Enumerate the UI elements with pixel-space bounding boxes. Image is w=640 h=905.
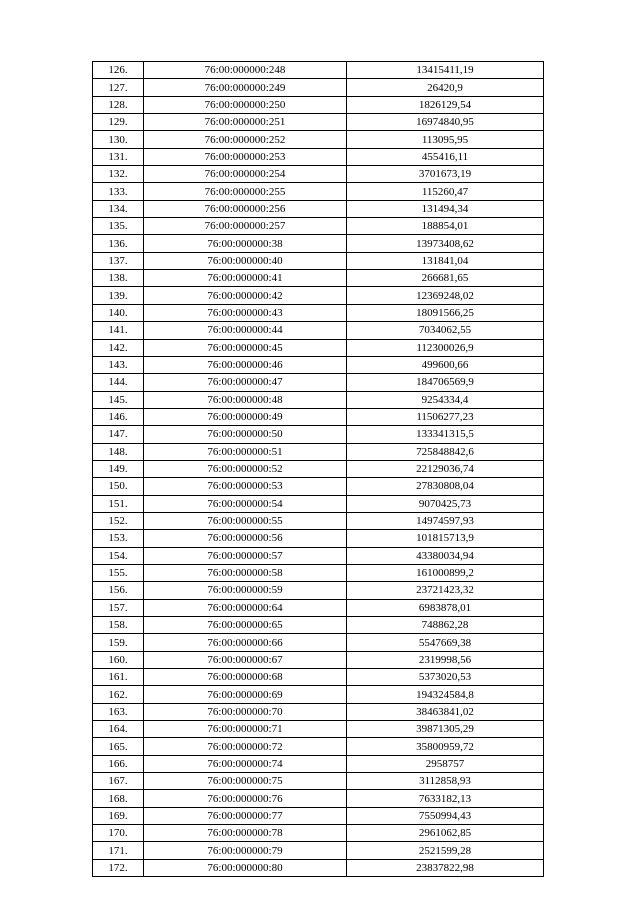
row-number-cell: 150. [93, 478, 144, 495]
table-row [93, 166, 544, 183]
cadastral-number-cell: 76:00:000000:66 [144, 634, 347, 651]
table-row [93, 391, 544, 408]
value-cell: 26420,9 [347, 79, 544, 96]
table-row [93, 443, 544, 460]
table-row [93, 270, 544, 287]
row-number-cell: 145. [93, 391, 144, 408]
value-cell: 3701673,19 [347, 166, 544, 183]
cadastral-number-cell: 76:00:000000:41 [144, 270, 347, 287]
row-number-cell: 158. [93, 617, 144, 634]
table-row [93, 478, 544, 495]
value-cell: 1826129,54 [347, 96, 544, 113]
row-number-cell: 169. [93, 807, 144, 824]
cadastral-number-cell: 76:00:000000:53 [144, 478, 347, 495]
row-number-cell: 172. [93, 859, 144, 876]
value-cell: 188854,01 [347, 218, 544, 235]
value-cell: 7633182,13 [347, 790, 544, 807]
value-cell: 112300026,9 [347, 339, 544, 356]
value-cell: 161000899,2 [347, 564, 544, 581]
cadastral-number-cell: 76:00:000000:70 [144, 703, 347, 720]
row-number-cell: 152. [93, 512, 144, 529]
value-cell: 266681,65 [347, 270, 544, 287]
cadastral-number-cell: 76:00:000000:254 [144, 166, 347, 183]
cadastral-number-cell: 76:00:000000:75 [144, 773, 347, 790]
cadastral-number-cell: 76:00:000000:253 [144, 148, 347, 165]
table-row [93, 842, 544, 859]
row-number-cell: 163. [93, 703, 144, 720]
row-number-cell: 132. [93, 166, 144, 183]
value-cell: 12369248,02 [347, 287, 544, 304]
table-row [93, 183, 544, 200]
cadastral-number-cell: 76:00:000000:59 [144, 582, 347, 599]
row-number-cell: 171. [93, 842, 144, 859]
value-cell: 22129036,74 [347, 460, 544, 477]
row-number-cell: 170. [93, 825, 144, 842]
table-body [93, 62, 544, 877]
table-row [93, 218, 544, 235]
row-number-cell: 147. [93, 426, 144, 443]
value-cell: 499600,66 [347, 356, 544, 373]
table-row [93, 617, 544, 634]
row-number-cell: 166. [93, 755, 144, 772]
cadastral-number-cell: 76:00:000000:45 [144, 339, 347, 356]
row-number-cell: 137. [93, 252, 144, 269]
table-row [93, 564, 544, 581]
cadastral-number-cell: 76:00:000000:55 [144, 512, 347, 529]
row-number-cell: 153. [93, 530, 144, 547]
table-row [93, 96, 544, 113]
cadastral-number-cell: 76:00:000000:44 [144, 322, 347, 339]
table-row [93, 200, 544, 217]
cadastral-number-cell: 76:00:000000:77 [144, 807, 347, 824]
row-number-cell: 154. [93, 547, 144, 564]
table-row [93, 651, 544, 668]
cadastral-number-cell: 76:00:000000:74 [144, 755, 347, 772]
cadastral-number-cell: 76:00:000000:40 [144, 252, 347, 269]
value-cell: 13973408,62 [347, 235, 544, 252]
value-cell: 725848842,6 [347, 443, 544, 460]
cadastral-number-cell: 76:00:000000:72 [144, 738, 347, 755]
value-cell: 11506277,23 [347, 408, 544, 425]
cadastral-number-cell: 76:00:000000:50 [144, 426, 347, 443]
cadastral-number-cell: 76:00:000000:255 [144, 183, 347, 200]
row-number-cell: 156. [93, 582, 144, 599]
table-row [93, 634, 544, 651]
table-row [93, 547, 544, 564]
cadastral-number-cell: 76:00:000000:79 [144, 842, 347, 859]
table-row [93, 62, 544, 79]
cadastral-number-cell: 76:00:000000:257 [144, 218, 347, 235]
cadastral-number-cell: 76:00:000000:251 [144, 114, 347, 131]
value-cell: 2958757 [347, 755, 544, 772]
value-cell: 131494,34 [347, 200, 544, 217]
table-row [93, 131, 544, 148]
value-cell: 23721423,32 [347, 582, 544, 599]
value-cell: 455416,11 [347, 148, 544, 165]
table-row [93, 669, 544, 686]
row-number-cell: 143. [93, 356, 144, 373]
cadastral-number-cell: 76:00:000000:249 [144, 79, 347, 96]
row-number-cell: 127. [93, 79, 144, 96]
value-cell: 2521599,28 [347, 842, 544, 859]
table-row [93, 408, 544, 425]
table-row [93, 703, 544, 720]
table-row [93, 859, 544, 876]
table-row [93, 235, 544, 252]
cadastral-number-cell: 76:00:000000:38 [144, 235, 347, 252]
table-row [93, 460, 544, 477]
row-number-cell: 142. [93, 339, 144, 356]
row-number-cell: 157. [93, 599, 144, 616]
table-row [93, 530, 544, 547]
cadastral-number-cell: 76:00:000000:80 [144, 859, 347, 876]
table-row [93, 322, 544, 339]
row-number-cell: 131. [93, 148, 144, 165]
cadastral-number-cell: 76:00:000000:58 [144, 564, 347, 581]
row-number-cell: 129. [93, 114, 144, 131]
cadastral-number-cell: 76:00:000000:78 [144, 825, 347, 842]
table-row [93, 755, 544, 772]
value-cell: 131841,04 [347, 252, 544, 269]
cadastral-number-cell: 76:00:000000:69 [144, 686, 347, 703]
table-row [93, 495, 544, 512]
value-cell: 2319998,56 [347, 651, 544, 668]
cadastral-number-cell: 76:00:000000:71 [144, 721, 347, 738]
value-cell: 6983878,01 [347, 599, 544, 616]
cadastral-number-cell: 76:00:000000:57 [144, 547, 347, 564]
value-cell: 7034062,55 [347, 322, 544, 339]
cadastral-number-cell: 76:00:000000:47 [144, 374, 347, 391]
table-row [93, 512, 544, 529]
cadastral-number-cell: 76:00:000000:46 [144, 356, 347, 373]
cadastral-number-cell: 76:00:000000:252 [144, 131, 347, 148]
value-cell: 38463841,02 [347, 703, 544, 720]
table-row [93, 374, 544, 391]
row-number-cell: 141. [93, 322, 144, 339]
table-row [93, 304, 544, 321]
value-cell: 9254334,4 [347, 391, 544, 408]
table-row [93, 825, 544, 842]
value-cell: 115260,47 [347, 183, 544, 200]
row-number-cell: 126. [93, 62, 144, 79]
row-number-cell: 167. [93, 773, 144, 790]
row-number-cell: 146. [93, 408, 144, 425]
table-row [93, 426, 544, 443]
row-number-cell: 138. [93, 270, 144, 287]
row-number-cell: 151. [93, 495, 144, 512]
cadastral-number-cell: 76:00:000000:54 [144, 495, 347, 512]
row-number-cell: 149. [93, 460, 144, 477]
table-row [93, 686, 544, 703]
value-cell: 9070425,73 [347, 495, 544, 512]
row-number-cell: 139. [93, 287, 144, 304]
value-cell: 3112858,93 [347, 773, 544, 790]
table-row [93, 790, 544, 807]
value-cell: 2961062,85 [347, 825, 544, 842]
value-cell: 5547669,38 [347, 634, 544, 651]
table-row [93, 356, 544, 373]
row-number-cell: 155. [93, 564, 144, 581]
cadastral-number-cell: 76:00:000000:51 [144, 443, 347, 460]
value-cell: 113095,95 [347, 131, 544, 148]
table-row [93, 114, 544, 131]
row-number-cell: 134. [93, 200, 144, 217]
value-cell: 194324584,8 [347, 686, 544, 703]
table-row [93, 287, 544, 304]
value-cell: 13415411,19 [347, 62, 544, 79]
row-number-cell: 160. [93, 651, 144, 668]
row-number-cell: 159. [93, 634, 144, 651]
cadastral-number-cell: 76:00:000000:248 [144, 62, 347, 79]
row-number-cell: 162. [93, 686, 144, 703]
value-cell: 43380034,94 [347, 547, 544, 564]
cadastral-number-cell: 76:00:000000:42 [144, 287, 347, 304]
value-cell: 7550994,43 [347, 807, 544, 824]
table-row [93, 148, 544, 165]
value-cell: 39871305,29 [347, 721, 544, 738]
table-row [93, 599, 544, 616]
table-row [93, 339, 544, 356]
cadastral-number-cell: 76:00:000000:76 [144, 790, 347, 807]
value-cell: 133341315,5 [347, 426, 544, 443]
value-cell: 16974840,95 [347, 114, 544, 131]
cadastral-number-cell: 76:00:000000:64 [144, 599, 347, 616]
row-number-cell: 136. [93, 235, 144, 252]
row-number-cell: 164. [93, 721, 144, 738]
row-number-cell: 133. [93, 183, 144, 200]
value-cell: 35800959,72 [347, 738, 544, 755]
cadastral-number-cell: 76:00:000000:49 [144, 408, 347, 425]
value-cell: 14974597,93 [347, 512, 544, 529]
row-number-cell: 168. [93, 790, 144, 807]
row-number-cell: 130. [93, 131, 144, 148]
row-number-cell: 128. [93, 96, 144, 113]
cadastral-number-cell: 76:00:000000:43 [144, 304, 347, 321]
row-number-cell: 135. [93, 218, 144, 235]
table-row [93, 79, 544, 96]
cadastral-number-cell: 76:00:000000:48 [144, 391, 347, 408]
value-cell: 18091566,25 [347, 304, 544, 321]
table-row [93, 738, 544, 755]
table-row [93, 807, 544, 824]
value-cell: 27830808,04 [347, 478, 544, 495]
value-cell: 23837822,98 [347, 859, 544, 876]
cadastral-number-cell: 76:00:000000:65 [144, 617, 347, 634]
cadastral-number-cell: 76:00:000000:256 [144, 200, 347, 217]
table-row [93, 773, 544, 790]
row-number-cell: 148. [93, 443, 144, 460]
cadastral-number-cell: 76:00:000000:250 [144, 96, 347, 113]
value-cell: 101815713,9 [347, 530, 544, 547]
table-row [93, 721, 544, 738]
row-number-cell: 144. [93, 374, 144, 391]
table-row [93, 252, 544, 269]
row-number-cell: 140. [93, 304, 144, 321]
table-row [93, 582, 544, 599]
value-cell: 5373020,53 [347, 669, 544, 686]
row-number-cell: 165. [93, 738, 144, 755]
cadastral-number-cell: 76:00:000000:52 [144, 460, 347, 477]
cadastral-number-cell: 76:00:000000:68 [144, 669, 347, 686]
cadastral-number-cell: 76:00:000000:56 [144, 530, 347, 547]
value-cell: 184706569,9 [347, 374, 544, 391]
cadastral-number-cell: 76:00:000000:67 [144, 651, 347, 668]
data-table [92, 61, 544, 877]
row-number-cell: 161. [93, 669, 144, 686]
value-cell: 748862,28 [347, 617, 544, 634]
